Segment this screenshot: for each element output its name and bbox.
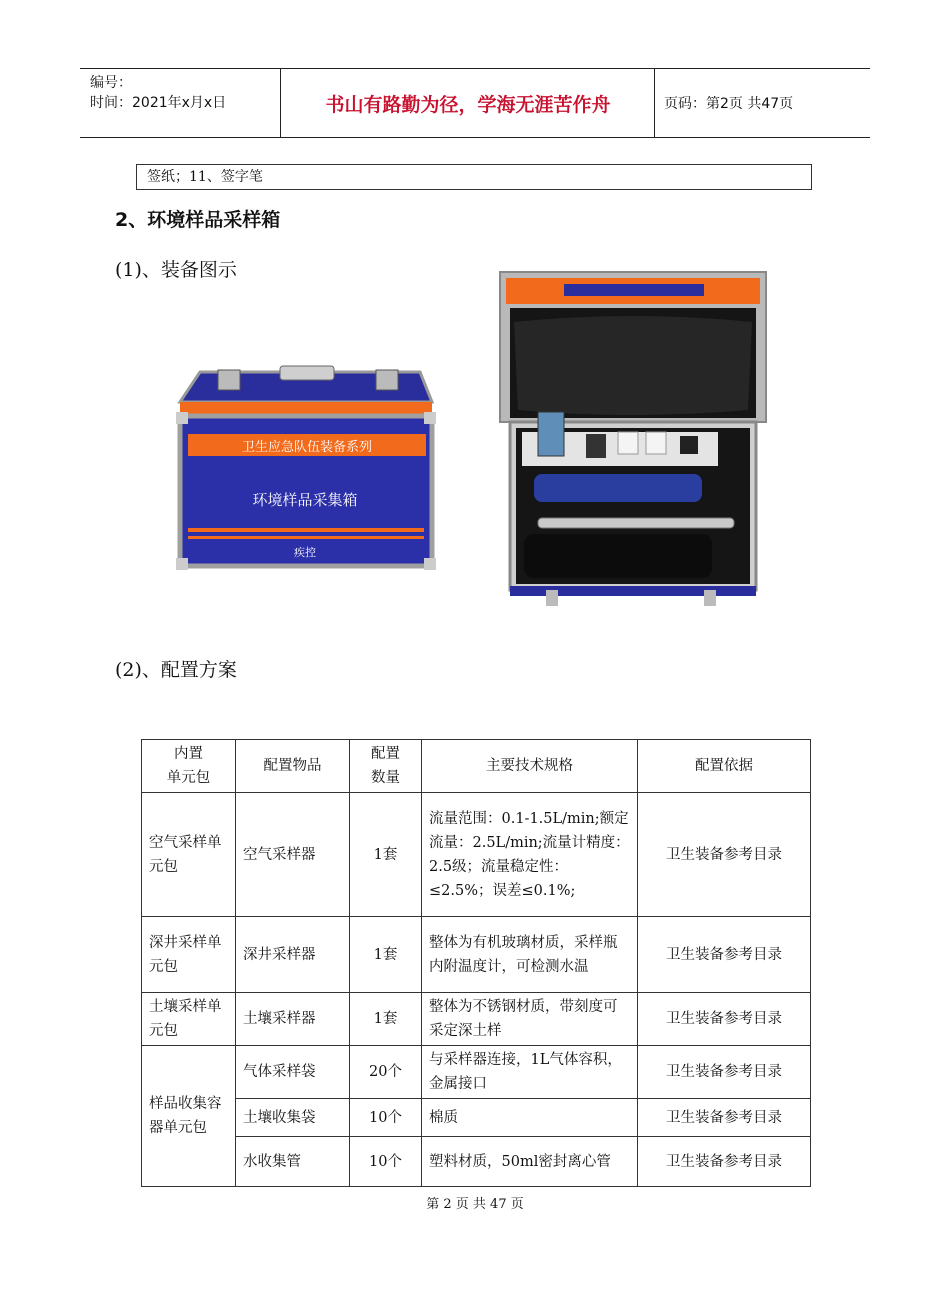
header-meta <box>90 73 280 113</box>
header-code: 编号： <box>90 75 132 91</box>
header-divider <box>280 69 281 137</box>
cell-item: 水收集管 <box>236 1137 350 1187</box>
cell-unit: 样品收集容器单元包 <box>142 1046 236 1187</box>
cell-unit: 深井采样单元包 <box>142 917 236 993</box>
table-row <box>142 993 811 1046</box>
cell-basis: 卫生装备参考目录 <box>638 993 811 1046</box>
cell-qty: 10个 <box>350 1137 422 1187</box>
cell-unit: 土壤采样单元包 <box>142 993 236 1046</box>
cell-item: 空气采样器 <box>236 793 350 917</box>
open-case-photo <box>494 270 770 614</box>
cell-spec: 整体为不锈钢材质，带刻度可采定深土样 <box>422 993 638 1046</box>
cell-item: 气体采样袋 <box>236 1046 350 1099</box>
header-cell-basis: 配置依据 <box>638 740 811 793</box>
cell-qty: 1套 <box>350 793 422 917</box>
table-row <box>142 1046 811 1099</box>
header-cell-unit: 内置 单元包 <box>142 740 236 793</box>
cell-item: 土壤采样器 <box>236 993 350 1046</box>
table-row <box>142 793 811 917</box>
header-motto: 书山有路勤为径，学海无涯苦作舟 <box>325 93 611 116</box>
cell-item: 土壤收集袋 <box>236 1099 350 1137</box>
cell-spec: 流量范围：0.1-1.5L/min;额定流量：2.5L/min;流量计精度：2.5级；流量稳定性：≤2.5%；误差≤0.1%; <box>422 793 638 917</box>
cell-basis: 卫生装备参考目录 <box>638 1099 811 1137</box>
header-cell-spec: 主要技术规格 <box>422 740 638 793</box>
cell-qty: 10个 <box>350 1099 422 1137</box>
cell-basis: 卫生装备参考目录 <box>638 793 811 917</box>
header-divider <box>654 69 655 137</box>
header-cell-qty: 配置 数量 <box>350 740 422 793</box>
cell-basis: 卫生装备参考目录 <box>638 1046 811 1099</box>
previous-table-fragment: 签纸；11、签字笔 <box>136 164 812 190</box>
page-footer: 第 2 页 共 47 页 <box>426 1197 524 1212</box>
cell-spec: 与采样器连接，1L气体容积，金属接口 <box>422 1046 638 1099</box>
table-row <box>142 1137 811 1187</box>
cell-spec: 棉质 <box>422 1099 638 1137</box>
closed-case-photo <box>170 362 442 574</box>
cell-unit: 空气采样单元包 <box>142 793 236 917</box>
header-time: 时间：2021年x月x日 <box>90 95 227 111</box>
table-row <box>142 1099 811 1137</box>
cell-basis: 卫生装备参考目录 <box>638 917 811 993</box>
case-band-text: 卫生应急队伍装备系列 <box>241 440 373 455</box>
cell-item: 深井采样器 <box>236 917 350 993</box>
page-header <box>80 68 870 138</box>
cell-spec: 整体为有机玻璃材质，采样瓶内附温度计，可检测水温 <box>422 917 638 993</box>
header-cell-item: 配置物品 <box>236 740 350 793</box>
cell-qty: 1套 <box>350 993 422 1046</box>
header-page-number: 页码：第2页 共47页 <box>664 96 794 112</box>
table-row <box>142 917 811 993</box>
cell-qty: 20个 <box>350 1046 422 1099</box>
cell-qty: 1套 <box>350 917 422 993</box>
case-brand-text: 疾控 <box>294 546 316 559</box>
configuration-table <box>141 739 811 1187</box>
cell-spec: 塑料材质，50ml密封离心管 <box>422 1137 638 1187</box>
section-title: 2、环境样品采样箱 <box>115 209 281 231</box>
case-title-text: 环境样品采集箱 <box>252 491 358 509</box>
subsection-equipment-illustration: (1)、装备图示 <box>115 259 237 281</box>
subsection-configuration-plan: (2)、配置方案 <box>115 659 237 681</box>
cell-basis: 卫生装备参考目录 <box>638 1137 811 1187</box>
table-header-row <box>142 740 811 793</box>
